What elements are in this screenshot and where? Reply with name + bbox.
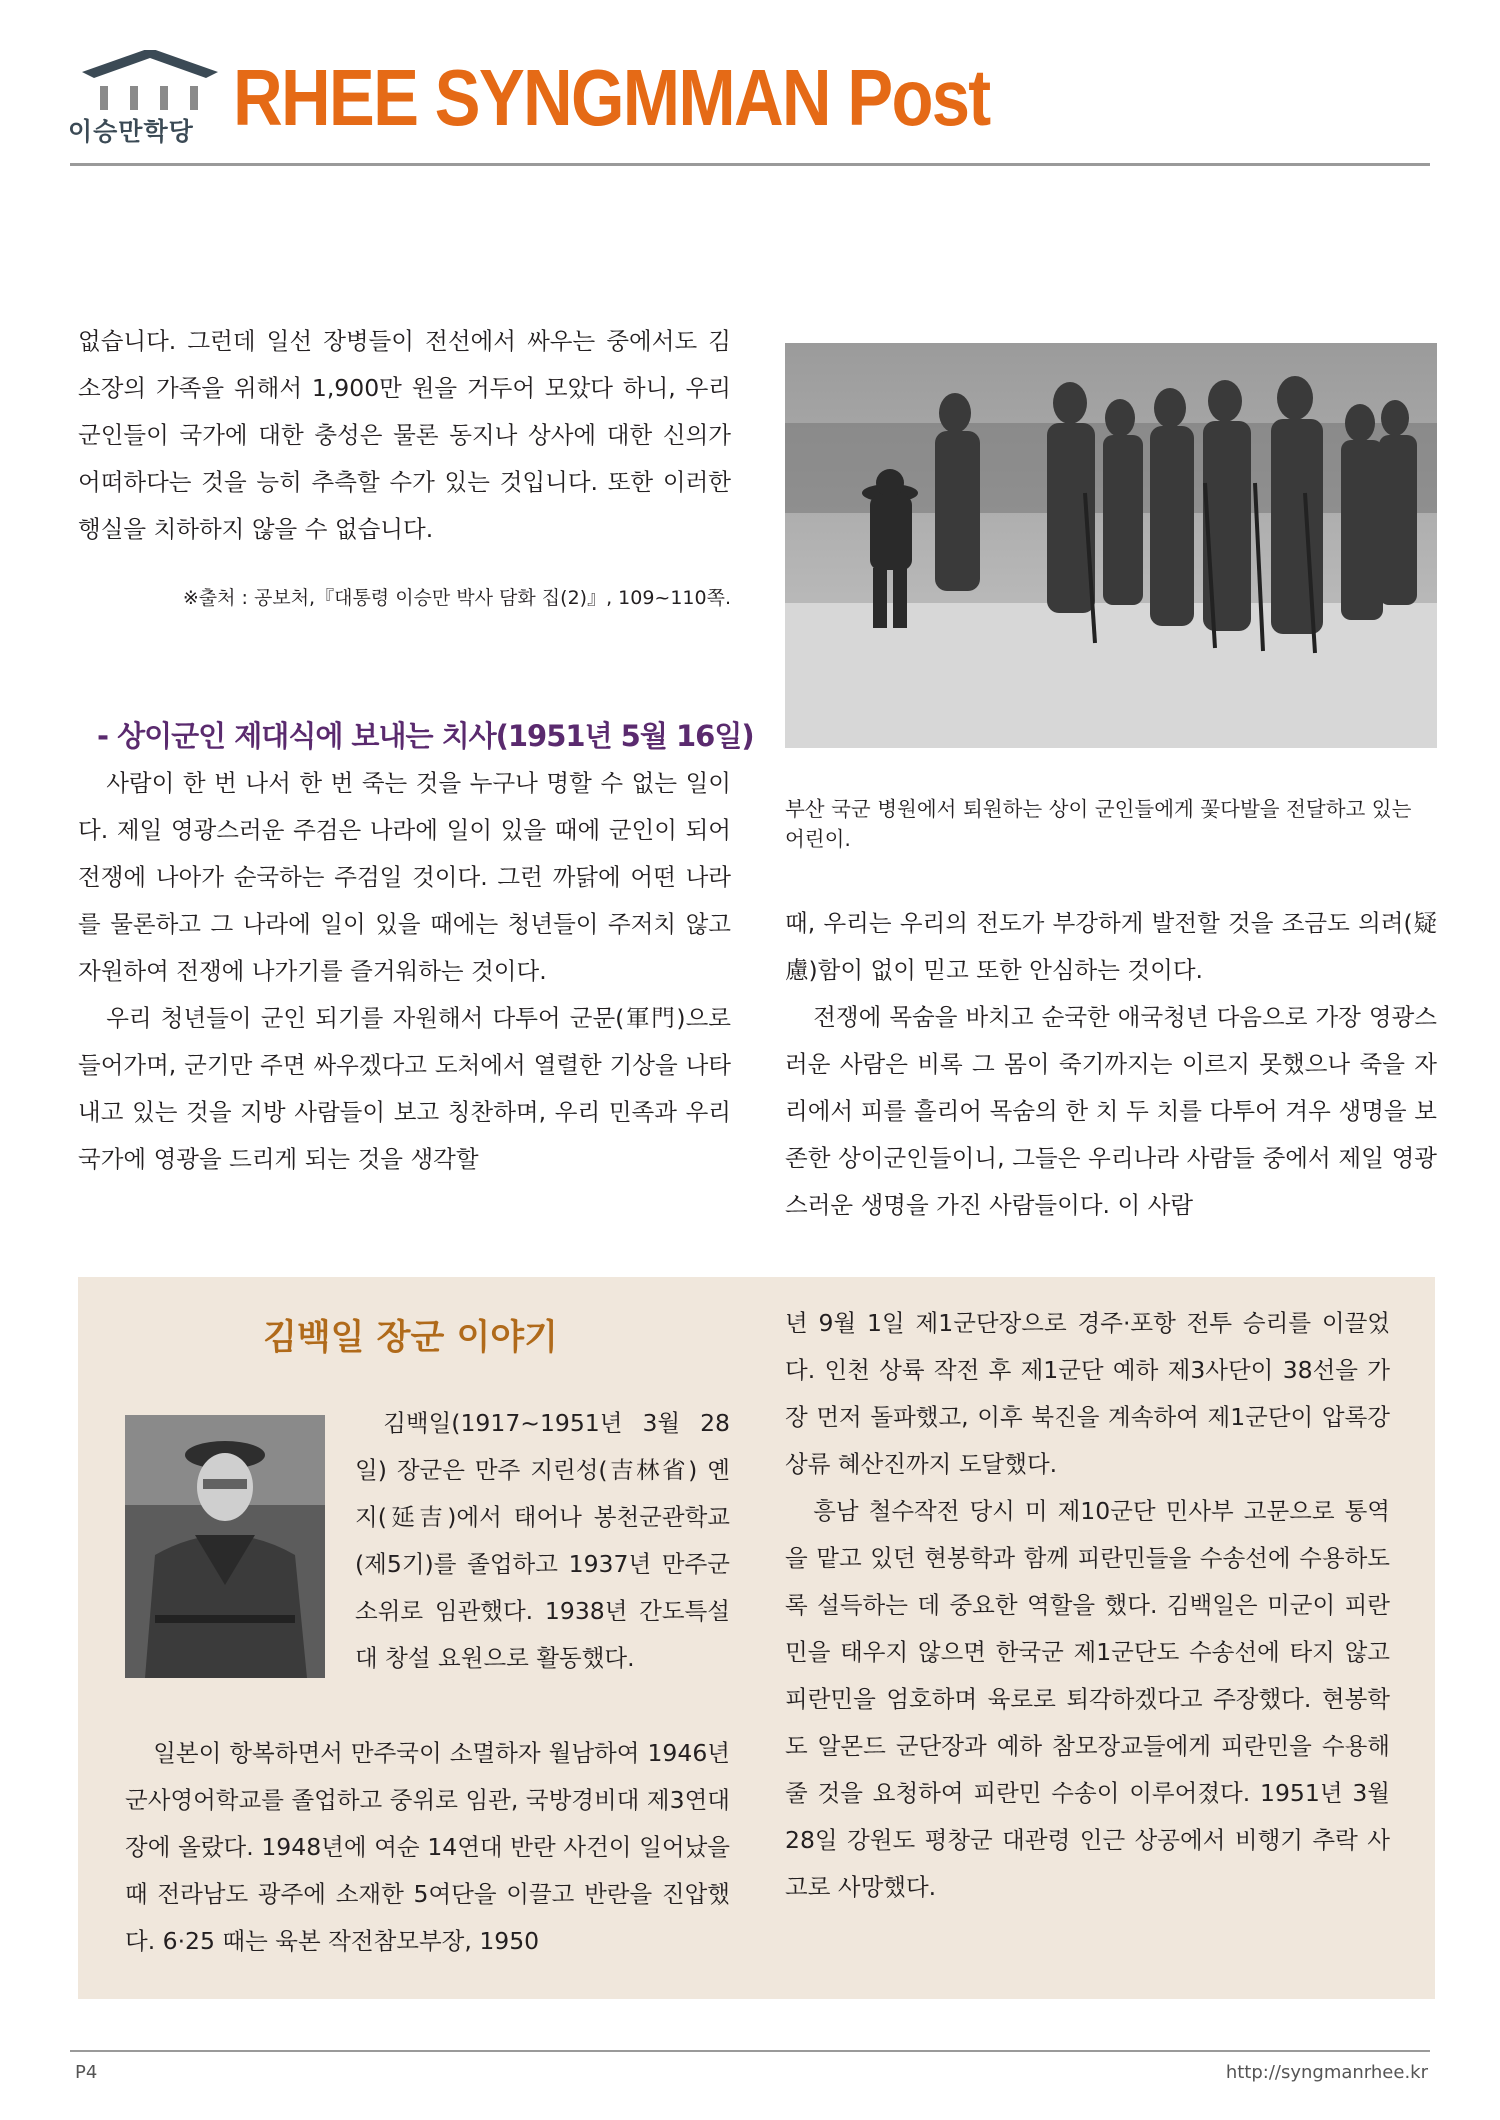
footer-rule (70, 2050, 1430, 2052)
header-rule (70, 163, 1430, 166)
right-column-body (785, 900, 1437, 1229)
logo-text: 이승만학당 (68, 117, 194, 146)
masthead-title: RHEE SYNGMMAN Post (233, 53, 990, 142)
left-column-intro (78, 318, 731, 553)
photo-caption: 부산 국군 병원에서 퇴원하는 상이 군인들에게 꽃다발을 전달하고 있는 어린이. (785, 797, 1412, 851)
wounded-soldiers-photo (785, 343, 1437, 748)
paragraph: 우리 청년들이 군인 되기를 자원해서 다투어 군문(軍門)으로 들어가며, 군기만 주면 싸우겠다고 도처에서 열렬한 기상을 나타내고 있는 것을 지방 사람들이 보고 칭찬하며, 우리 민족과 우리 국가에 영광을 드리게 되는 것을 생각할 (78, 1004, 731, 1173)
paragraph: 사람이 한 번 나서 한 번 죽는 것을 누구나 명할 수 없는 일이다. 제일 영광스러운 주검은 나라에 일이 있을 때에 군인이 되어 전쟁에 나아가 순국하는 주검일 것이다. 그런 까닭에 어떤 나라를 물론하고 그 나라에 일이 있을 때에는 청년들이 주저치 않고 자원하여 전쟁에 나가기를 즐거워하는 것이다. (78, 769, 731, 985)
feature-box-title: 김백일 장군 이야기 (263, 1318, 558, 1358)
feature-left-body (125, 1730, 730, 1965)
general-portrait-photo (125, 1415, 325, 1678)
paragraph: 때, 우리는 우리의 전도가 부강하게 발전할 것을 조금도 의려(疑慮)함이 없이 믿고 또한 안심하는 것이다. (785, 909, 1437, 984)
source-citation: ※출처 : 공보처,『대통령 이승만 박사 담화 집(2)』, 109~110쪽. (182, 587, 731, 609)
paragraph: 년 9월 1일 제1군단장으로 경주·포항 전투 승리를 이끌었다. 인천 상륙 작전 후 제1군단 예하 제3사단이 38선을 가장 먼저 돌파했고, 이후 북진을 계속하여 제1군단이 압록강 상류 혜산진까지 도달했다. (785, 1309, 1390, 1478)
page-number: P4 (75, 2062, 98, 2083)
feature-right-body (785, 1300, 1390, 1911)
paragraph: 없습니다. 그런데 일선 장병들이 전선에서 싸우는 중에서도 김 소장의 가족을 위해서 1,900만 원을 거두어 모았다 하니, 우리 군인들이 국가에 대한 충성은 물론 동지나 상사에 대한 신의가 어떠하다는 것을 능히 추측할 수가 있는 것입니다. 또한 이러한 행실을 치하하지 않을 수 없습니다. (78, 327, 731, 543)
footer-url[interactable]: http://syngmanrhee.kr (1225, 2062, 1428, 2083)
paragraph: 김백일(1917~1951년 3월 28일) 장군은 만주 지린성(吉林省) 옌지(延吉)에서 태어나 봉천군관학교(제5기)를 졸업하고 1937년 만주군 소위로 임관했다. 1938년 간도특설대 창설 요원으로 활동했다. (355, 1409, 730, 1672)
section-subheading: - 상이군인 제대식에 보내는 치사(1951년 5월 16일) (97, 719, 754, 753)
paragraph: 흥남 철수작전 당시 미 제10군단 민사부 고문으로 통역을 맡고 있던 현봉학과 함께 피란민들을 수송선에 수용하도록 설득하는 데 중요한 역할을 했다. 김백일은 미군이 피란민을 태우지 않으면 한국군 제1군단도 수송선에 타지 않고 피란민을 엄호하며 육로로 퇴각하겠다고 주장했다. 현봉학도 알몬드 군단장과 예하 참모장교들에게 피란민을 수용해줄 것을 요청하여 피란민 수송이 이루어졌다. 1951년 3월 28일 강원도 평창군 대관령 인근 상공에서 비행기 추락 사고로 사망했다. (785, 1497, 1390, 1901)
paragraph: 전쟁에 목숨을 바치고 순국한 애국청년 다음으로 가장 영광스러운 사람은 비록 그 몸이 죽기까지는 이르지 못했으나 죽을 자리에서 피를 흘리어 목숨의 한 치 두 치를 다투어 겨우 생명을 보존한 상이군인들이니, 그들은 우리나라 사람들 중에서 제일 영광스러운 생명을 가진 사람들이다. 이 사람 (785, 1003, 1437, 1219)
feature-intro (355, 1400, 730, 1682)
paragraph: 일본이 항복하면서 만주국이 소멸하자 월남하여 1946년 군사영어학교를 졸업하고 중위로 임관, 국방경비대 제3연대장에 올랐다. 1948년에 여순 14연대 반란 사건이 일어났을 때 전라남도 광주에 소재한 5여단을 이끌고 반란을 진압했다. 6·25 때는 육본 작전참모부장, 1950 (125, 1739, 730, 1955)
left-column-body (78, 760, 731, 1183)
